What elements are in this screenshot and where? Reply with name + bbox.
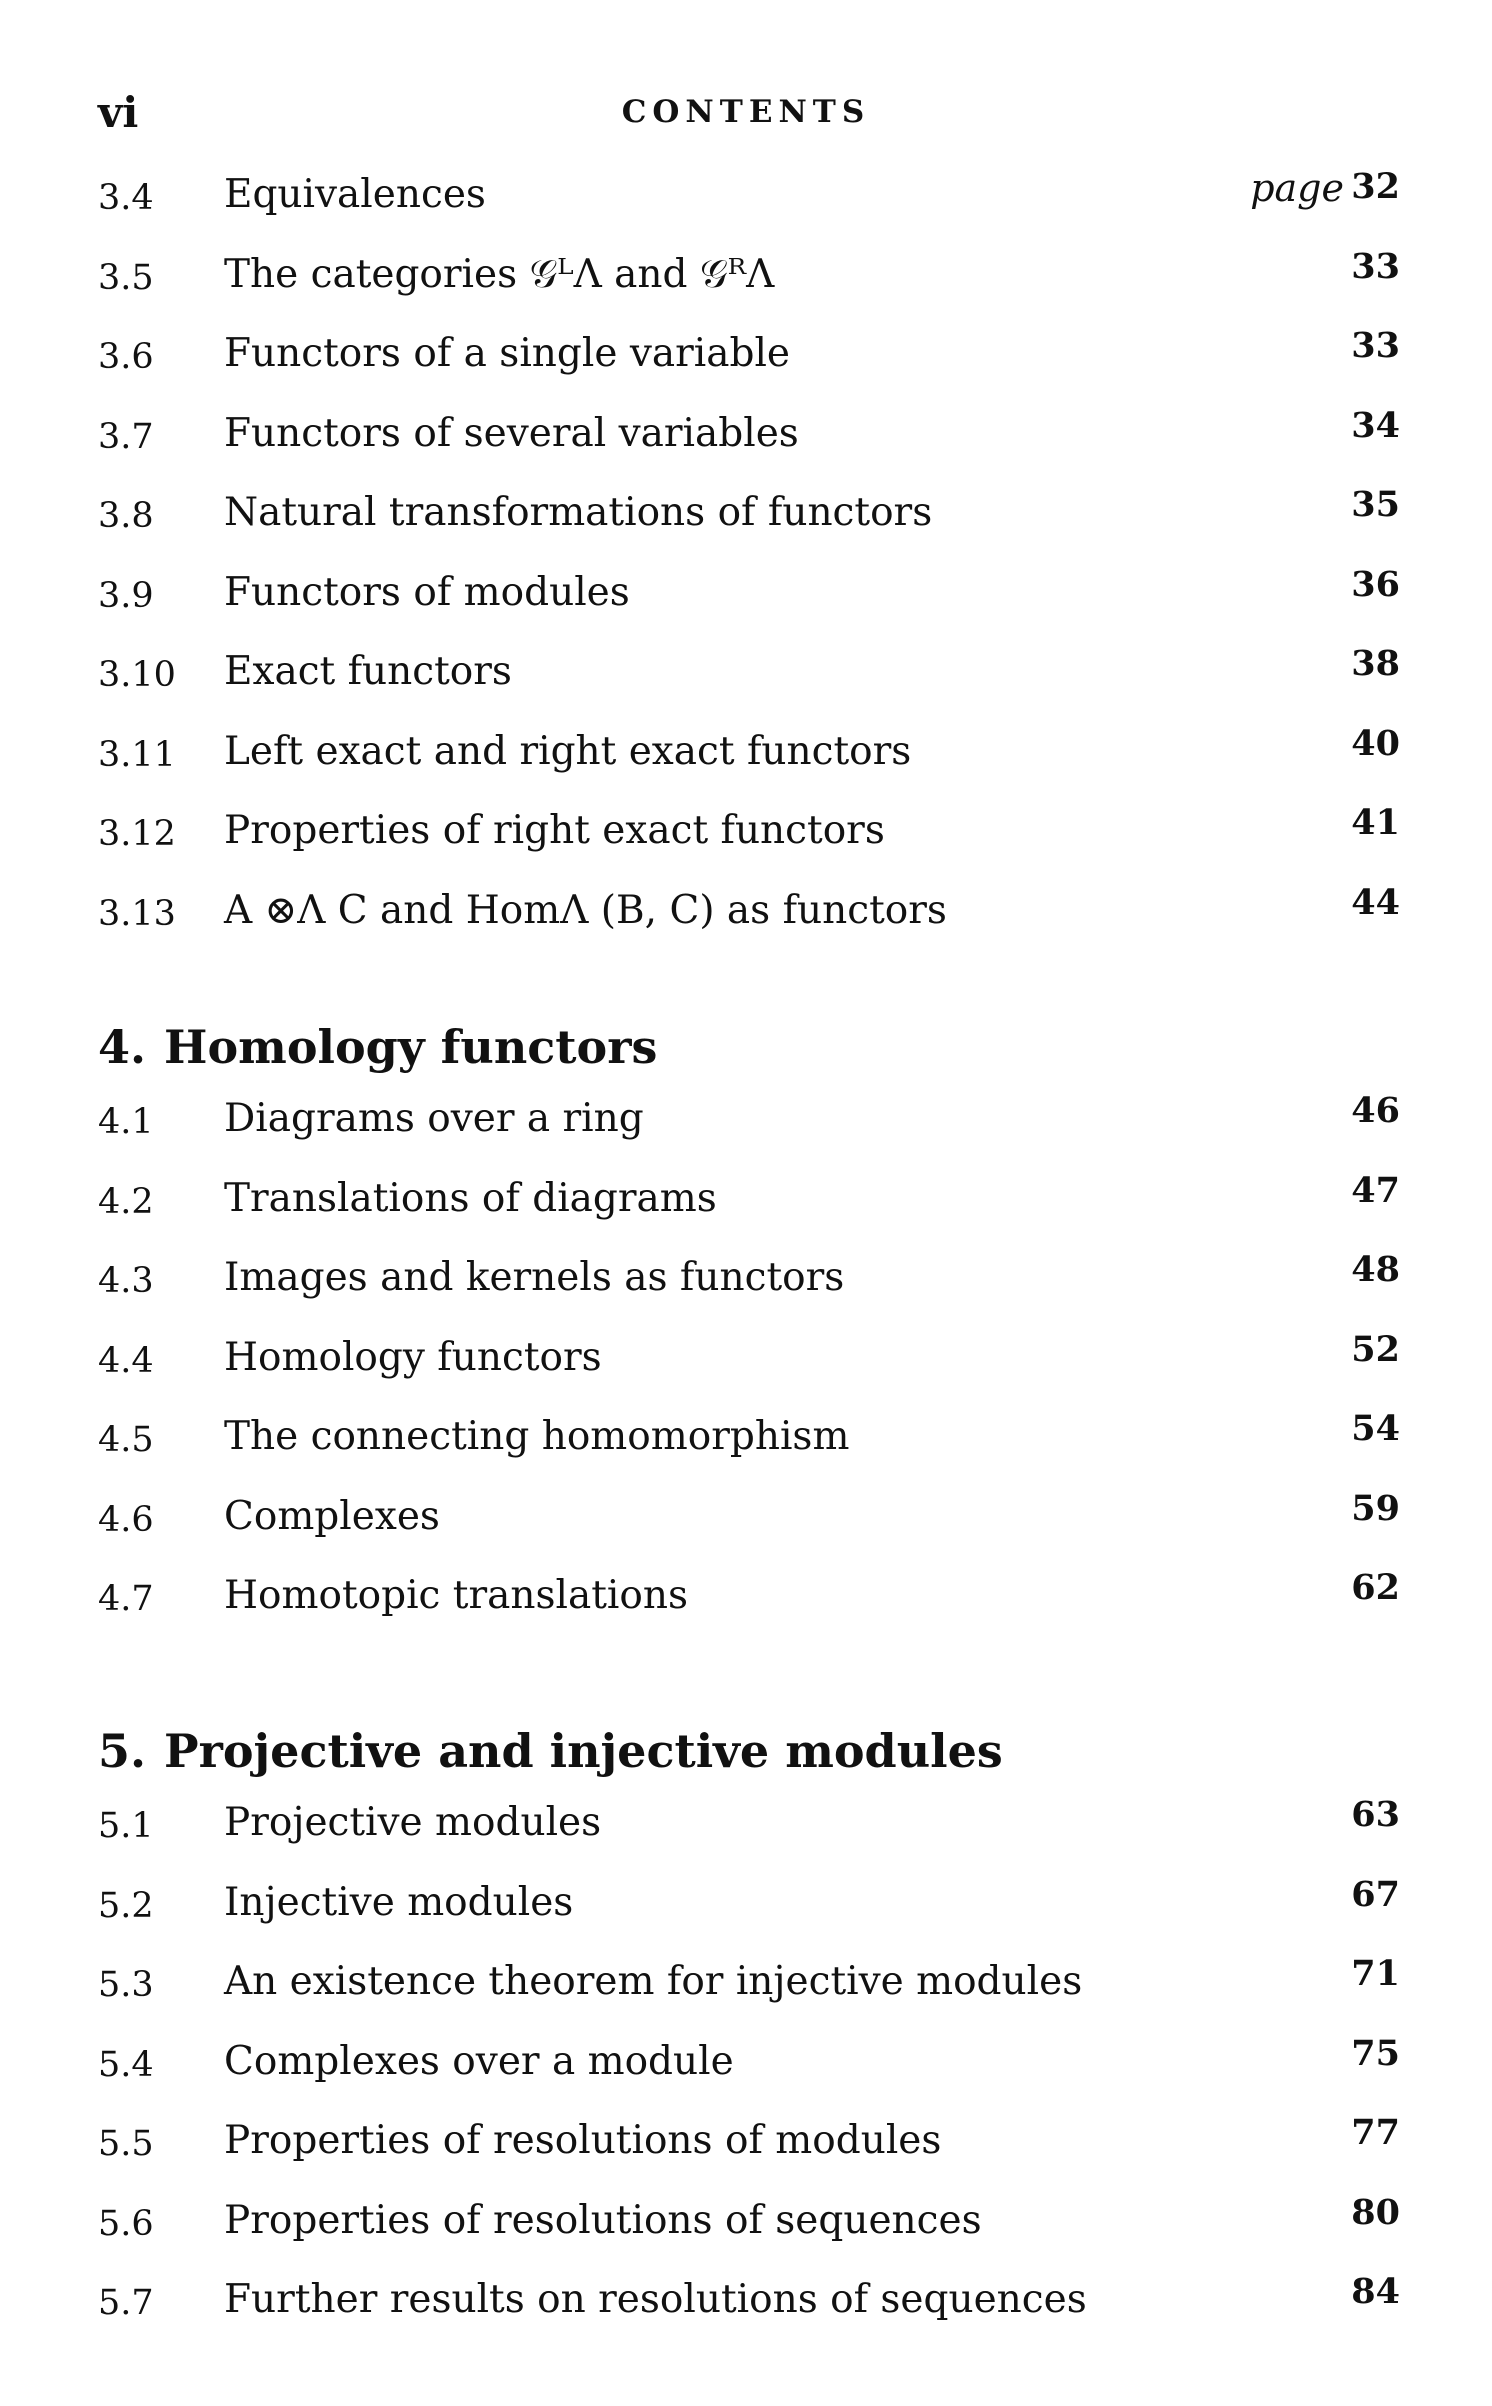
toc-entry[interactable]	[0, 1169, 1492, 1232]
toc-entry[interactable]	[0, 1873, 1492, 1936]
toc-entry[interactable]	[0, 168, 1492, 228]
entry-title: The categories 𝒢ᴸΛ and 𝒢ᴿΛ	[224, 251, 775, 297]
entry-title: Homotopic translations	[224, 1573, 688, 1618]
entry-page-number: 34	[1351, 404, 1400, 446]
entry-title: A ⊗Λ C and HomΛ (B, C) as functors	[224, 887, 947, 933]
toc-entry[interactable]	[0, 2191, 1492, 2254]
entry-number: 5.4	[98, 2044, 154, 2085]
entry-number: 3.6	[98, 337, 154, 377]
entry-number: 4.5	[98, 1420, 154, 1460]
running-head: CONTENTS	[621, 94, 871, 130]
entry-page-number: 33	[1351, 325, 1400, 366]
entry-page-number: 46	[1351, 1090, 1400, 1131]
entry-title: Diagrams over a ring	[224, 1096, 644, 1141]
entry-page-number: 48	[1351, 1249, 1400, 1290]
toc-entry[interactable]	[0, 881, 1492, 944]
toc-entry[interactable]	[0, 645, 1492, 705]
entry-page-number: 80	[1351, 2191, 1400, 2233]
entry-number: 5.2	[98, 1885, 154, 1926]
entry-number: 5.5	[98, 2124, 154, 2164]
entry-title: Functors of a single variable	[224, 331, 790, 376]
entry-title: The connecting homomorphism	[224, 1414, 850, 1459]
toc-entry[interactable]	[0, 1410, 1492, 1470]
entry-number: 3.5	[98, 257, 154, 298]
entry-title: Functors of modules	[224, 569, 630, 615]
entry-title: Properties of right exact functors	[224, 808, 885, 853]
toc-entry[interactable]	[0, 804, 1492, 864]
entry-number: 4.4	[98, 1340, 154, 1381]
toc-entry[interactable]	[0, 404, 1492, 467]
entry-page-number: 84	[1351, 2271, 1400, 2312]
entry-number: 3.11	[98, 734, 176, 775]
entry-number: 3.12	[98, 814, 176, 854]
entry-page-number: 47	[1351, 1169, 1400, 1211]
entry-title: Homology functors	[224, 1334, 602, 1380]
page-header	[0, 88, 1492, 148]
entry-page-number: 40	[1351, 722, 1400, 764]
entry-title: Further results on resolutions of sequences	[224, 2277, 1087, 2322]
toc-entry[interactable]	[0, 563, 1492, 626]
entry-title: Left exact and right exact functors	[224, 728, 912, 774]
entry-title: Exact functors	[224, 649, 512, 694]
toc-entry[interactable]	[0, 1251, 1492, 1311]
toc-entry[interactable]	[0, 1569, 1492, 1629]
chapter-title: Projective and injective modules	[164, 1724, 1003, 1778]
entry-page-number: 32	[1351, 166, 1400, 207]
entry-number: 4.7	[98, 1579, 154, 1619]
chapter-number: 4.	[98, 1020, 147, 1074]
toc-entry[interactable]	[0, 1955, 1492, 2015]
entry-page-number: 75	[1351, 2032, 1400, 2074]
entry-title: Translations of diagrams	[224, 1175, 717, 1221]
page-column-label: page	[1250, 166, 1344, 210]
entry-page-number: 41	[1351, 802, 1400, 843]
entry-page-number: 35	[1351, 484, 1400, 525]
entry-page-number: 71	[1351, 1953, 1400, 1994]
chapter-title: Homology functors	[164, 1020, 658, 1074]
entry-number: 4.1	[98, 1102, 154, 1142]
entry-number: 5.7	[98, 2283, 154, 2323]
entry-title: Complexes	[224, 1493, 440, 1539]
entry-title: Equivalences	[224, 172, 486, 217]
entry-page-number: 52	[1351, 1328, 1400, 1370]
entry-number: 3.7	[98, 416, 154, 457]
entry-number: 3.9	[98, 575, 154, 616]
toc-entry[interactable]	[0, 1487, 1492, 1550]
entry-number: 5.6	[98, 2203, 154, 2244]
entry-number: 3.10	[98, 655, 176, 695]
entry-number: 3.13	[98, 893, 176, 934]
entry-title: Injective modules	[224, 1879, 574, 1925]
toc-entry[interactable]	[0, 486, 1492, 546]
entry-number: 4.3	[98, 1261, 154, 1301]
entry-title: Images and kernels as functors	[224, 1255, 845, 1300]
entry-title: Properties of resolutions of modules	[224, 2118, 942, 2163]
entry-title: Natural transformations of functors	[224, 490, 933, 535]
chapter-number: 5.	[98, 1724, 147, 1778]
toc-entry[interactable]	[0, 327, 1492, 387]
chapter-heading	[98, 1724, 1003, 1778]
entry-page-number: 59	[1351, 1487, 1400, 1529]
toc-entry[interactable]	[0, 1796, 1492, 1856]
toc-entry[interactable]	[0, 2032, 1492, 2095]
entry-number: 3.4	[98, 178, 154, 218]
toc-entry[interactable]	[0, 1328, 1492, 1391]
entry-page-number: 77	[1351, 2112, 1400, 2153]
entry-number: 4.6	[98, 1499, 154, 1540]
toc-entry[interactable]	[0, 245, 1492, 308]
chapter-heading	[98, 1020, 657, 1074]
entry-page-number: 36	[1351, 563, 1400, 605]
entry-page-number: 67	[1351, 1873, 1400, 1915]
toc-entry[interactable]	[0, 2273, 1492, 2333]
entry-page-number: 63	[1351, 1794, 1400, 1835]
entry-page-number: 54	[1351, 1408, 1400, 1449]
toc-entry[interactable]	[0, 1092, 1492, 1152]
entry-number: 3.8	[98, 496, 154, 536]
entry-page-number: 38	[1351, 643, 1400, 684]
toc-entry[interactable]	[0, 2114, 1492, 2174]
toc-entry[interactable]	[0, 722, 1492, 785]
page-folio: vi	[98, 88, 139, 137]
entry-title: Functors of several variables	[224, 410, 799, 456]
entry-title: An existence theorem for injective modules	[224, 1959, 1083, 2004]
entry-page-number: 44	[1351, 881, 1400, 923]
entry-number: 4.2	[98, 1181, 154, 1222]
entry-title: Properties of resolutions of sequences	[224, 2197, 982, 2243]
entry-page-number: 62	[1351, 1567, 1400, 1608]
entry-title: Complexes over a module	[224, 2038, 734, 2084]
entry-number: 5.3	[98, 1965, 154, 2005]
entry-title: Projective modules	[224, 1800, 602, 1845]
entry-number: 5.1	[98, 1806, 154, 1846]
entry-page-number: 33	[1351, 245, 1400, 287]
